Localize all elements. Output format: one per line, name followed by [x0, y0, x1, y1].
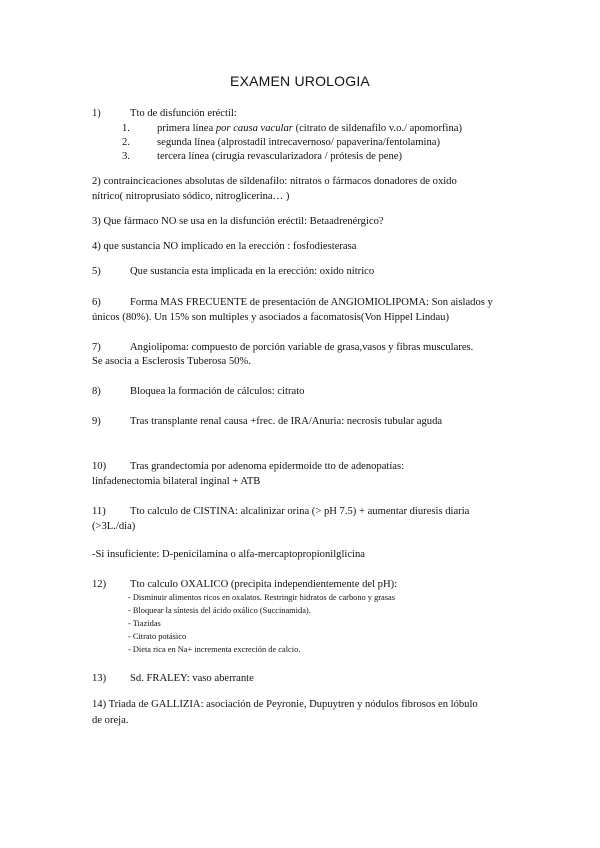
question-text: Tras grandectomia por adenoma epidermoide tto de adenopatías:: [130, 461, 405, 472]
question-text: Angiolipoma: compuesto de porción variable de grasa,vasos y fibras musculares.: [130, 342, 474, 353]
question-2-line-2: nítrico( nitroprusiato sódico, nitroglicerina… ): [92, 191, 290, 202]
emphasis-text: por causa vacular: [215, 123, 293, 134]
question-2-line-1: 2) contraincicaciones absolutas de sildenafilo: nitratos o fármacos donadores de oxido: [92, 176, 457, 187]
page-title: EXAMEN UROLOGIA: [230, 73, 370, 89]
list-item: - Citrato potásico: [128, 632, 187, 641]
question-text: Tras transplante renal causa +frec. de IRA/Anuria: necrosis tubular aguda: [130, 416, 443, 427]
list-item: - Bloquear la síntesis del ácido oxálico (Succinamida).: [128, 606, 311, 615]
question-text: Sd. FRALEY: vaso aberrante: [130, 673, 254, 684]
question-number: 13): [92, 673, 107, 684]
list-item-text: primera línea por causa vacular (citrato de sildenafilo v.o./ apomorfina): [157, 123, 462, 134]
question-text: Tto de disfunción eréctil:: [130, 108, 237, 119]
question-number: 1): [92, 108, 101, 119]
question-14-line-2: de oreja.: [92, 715, 129, 726]
question-number: 6): [92, 297, 101, 308]
question-10-line-2: linfadenectomia bilateral inginal + ATB: [92, 476, 261, 487]
question-text: Tto calculo OXALICO (precipita independientemente del pH):: [130, 579, 398, 590]
question-text: Forma MAS FRECUENTE de presentación de ANGIOMIOLIPOMA: Son aislados y: [130, 297, 493, 308]
question-7-line-2: Se asocia a Esclerosis Tuberosa 50%.: [92, 356, 251, 367]
list-item-number: 1.: [122, 123, 130, 134]
list-item: - Disminuir alimentos ricos en oxalatos. Restringir hidratos de carbono y grasas: [128, 593, 396, 602]
question-4: 4) que sustancia NO implicado en la erección : fosfodiesterasa: [92, 241, 357, 252]
question-number: 9): [92, 416, 101, 427]
question-number: 7): [92, 342, 101, 353]
question-11-line-2: (>3L./dia): [92, 521, 136, 532]
question-11-note: -Si insuficiente: D-penicilamina o alfa-mercaptopropionilglicina: [92, 549, 365, 560]
list-item: - Tiazidas: [128, 619, 161, 628]
list-item-number: 2.: [122, 137, 130, 148]
list-item-number: 3.: [122, 151, 130, 162]
question-text: Tto calculo de CISTINA: alcalinizar orina (> pH 7.5) + aumentar diuresis diaria: [130, 506, 470, 517]
question-6-line-2: únicos (80%). Un 15% son multiples y asociados a facomatosis(Von Hippel Lindau): [92, 312, 449, 323]
question-number: 8): [92, 386, 101, 397]
question-number: 12): [92, 579, 107, 590]
question-number: 10): [92, 461, 107, 472]
list-item-text: segunda línea (alprostadil intrecavernoso/ papaverina/fentolamina): [157, 137, 440, 148]
list-item-text: tercera línea (cirugía revascularizadora / prótesis de pene): [157, 151, 402, 162]
question-text: Bloquea la formación de cálculos: citrato: [130, 386, 305, 397]
question-number: 5): [92, 266, 101, 277]
question-3: 3) Que fármaco NO se usa en la disfunción eréctil: Betaadrenérgico?: [92, 216, 384, 227]
question-number: 11): [92, 506, 106, 517]
question-text: Que sustancia esta implicada en la erección: oxido nítrico: [130, 266, 375, 277]
question-14-line-1: 14) Triada de GALLIZIA: asociación de Peyronie, Dupuytren y nódulos fibrosos en lóbulo: [92, 699, 478, 710]
list-item: - Dieta rica en Na+ incrementa excreción de calcio.: [128, 645, 301, 654]
